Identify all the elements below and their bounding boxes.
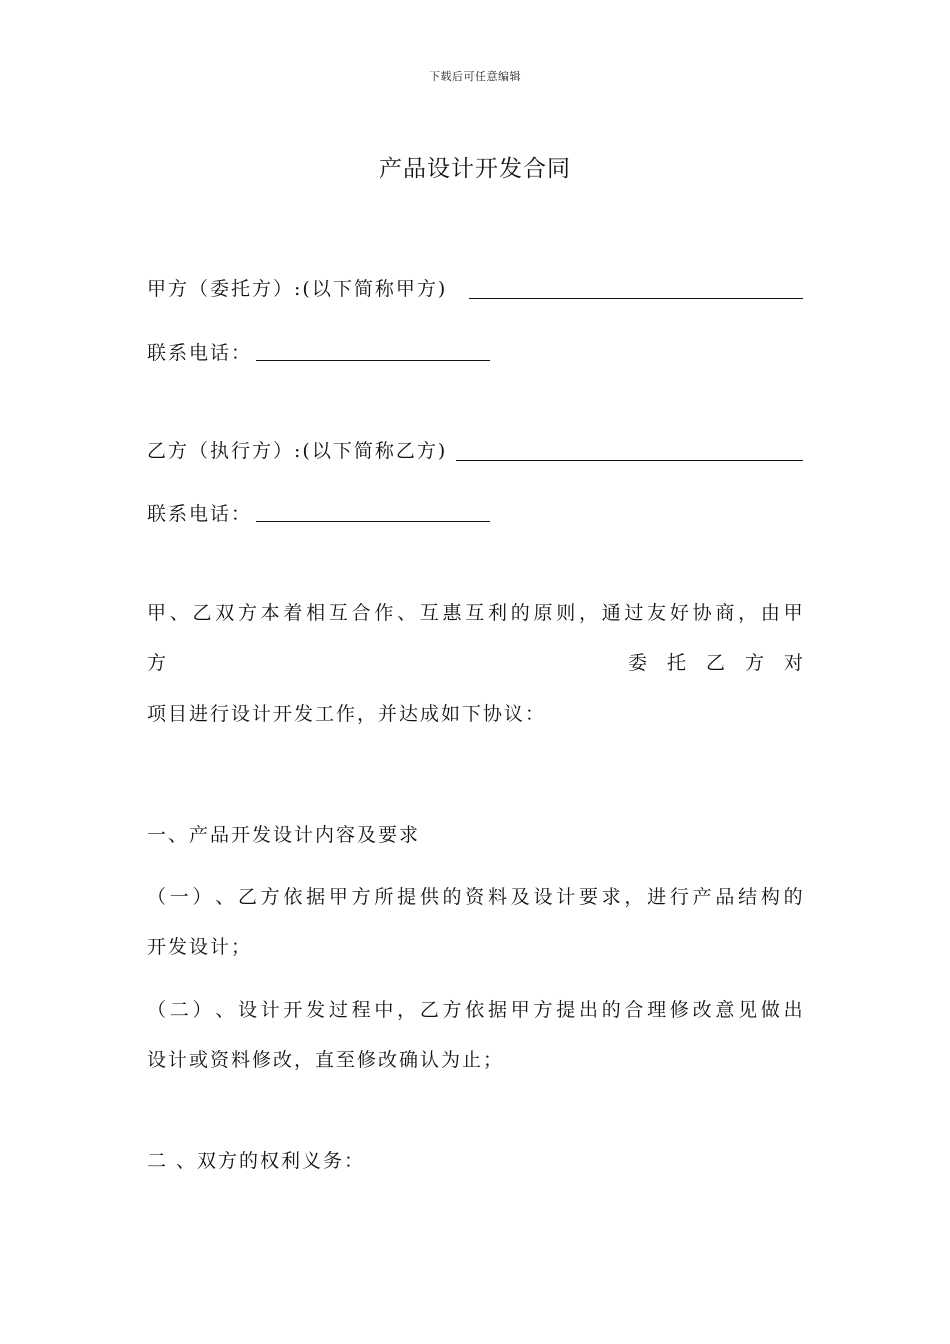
justified-char: 甲 bbox=[510, 999, 530, 1021]
justified-char: 中 bbox=[374, 999, 394, 1021]
section-1-item-1-line-1 bbox=[147, 885, 803, 909]
justified-char: 构 bbox=[760, 886, 780, 908]
justified-char: 料 bbox=[488, 886, 508, 908]
preamble-line-2-right bbox=[628, 651, 803, 675]
justified-char: 设 bbox=[533, 886, 553, 908]
justified-char: 互 bbox=[465, 602, 485, 624]
justified-char: 方 bbox=[533, 999, 553, 1021]
party-a-name-blank[interactable] bbox=[469, 298, 803, 299]
justified-char: （ bbox=[147, 886, 167, 908]
justified-char: 理 bbox=[647, 999, 667, 1021]
justified-char: ， bbox=[397, 999, 417, 1021]
justified-char: 甲 bbox=[783, 602, 803, 624]
justified-char: ） bbox=[192, 999, 212, 1021]
justified-char: ） bbox=[192, 886, 212, 908]
justified-char: 改 bbox=[692, 999, 712, 1021]
justified-char: 据 bbox=[306, 886, 326, 908]
justified-char: 相 bbox=[306, 602, 326, 624]
section-1-item-2-line-1 bbox=[147, 998, 803, 1022]
justified-char: （ bbox=[147, 999, 167, 1021]
justified-char: 方 bbox=[351, 886, 371, 908]
justified-char: 方 bbox=[260, 886, 280, 908]
justified-char: 所 bbox=[374, 886, 394, 908]
justified-char: 协 bbox=[692, 602, 712, 624]
justified-char: 本 bbox=[260, 602, 280, 624]
justified-char: 甲 bbox=[147, 602, 167, 624]
justified-char: 提 bbox=[556, 999, 576, 1021]
justified-char: 甲 bbox=[328, 886, 348, 908]
justified-char: ， bbox=[738, 602, 758, 624]
preamble-char: 委 bbox=[628, 652, 648, 674]
justified-char: 则 bbox=[556, 602, 576, 624]
party-a-phone-label: 联系电话： bbox=[147, 342, 253, 364]
justified-char: 产 bbox=[692, 886, 712, 908]
document-title: 产品设计开发合同 bbox=[379, 156, 571, 182]
justified-char: 及 bbox=[510, 886, 530, 908]
preamble-line-2-left: 方 bbox=[147, 652, 167, 674]
justified-char: 、 bbox=[215, 886, 235, 908]
justified-char: 合 bbox=[624, 999, 644, 1021]
preamble-char: 方 bbox=[744, 652, 764, 674]
justified-char: 原 bbox=[533, 602, 553, 624]
justified-char: 、 bbox=[169, 602, 189, 624]
justified-char: 品 bbox=[715, 886, 735, 908]
justified-char: 依 bbox=[465, 999, 485, 1021]
preamble-line-1 bbox=[147, 601, 803, 625]
justified-char: ， bbox=[624, 886, 644, 908]
justified-char: 发 bbox=[306, 999, 326, 1021]
justified-char: 过 bbox=[624, 602, 644, 624]
justified-char: 通 bbox=[601, 602, 621, 624]
section-1-item-2-line-2: 设计或资料修改，直至修改确认为止； bbox=[147, 1049, 505, 1071]
justified-char: 的 bbox=[601, 999, 621, 1021]
justified-char: 进 bbox=[647, 886, 667, 908]
justified-char: 乙 bbox=[192, 602, 212, 624]
justified-char: 乙 bbox=[237, 886, 257, 908]
justified-char: 双 bbox=[215, 602, 235, 624]
justified-char: 行 bbox=[669, 886, 689, 908]
justified-char: 求 bbox=[601, 886, 621, 908]
preamble-char: 乙 bbox=[705, 652, 725, 674]
justified-char: 见 bbox=[738, 999, 758, 1021]
party-a-phone-blank[interactable] bbox=[256, 360, 490, 361]
justified-char: 友 bbox=[647, 602, 667, 624]
justified-char: 一 bbox=[169, 886, 189, 908]
party-b-name-blank[interactable] bbox=[456, 460, 803, 461]
justified-char: 作 bbox=[374, 602, 394, 624]
justified-char: 计 bbox=[260, 999, 280, 1021]
justified-char: 的 bbox=[783, 886, 803, 908]
justified-char: 乙 bbox=[419, 999, 439, 1021]
justified-char: 的 bbox=[510, 602, 530, 624]
justified-char: 、 bbox=[215, 999, 235, 1021]
justified-char: 着 bbox=[283, 602, 303, 624]
preamble-char: 托 bbox=[666, 652, 686, 674]
justified-char: 结 bbox=[738, 886, 758, 908]
justified-char: 、 bbox=[397, 602, 417, 624]
justified-char: 过 bbox=[328, 999, 348, 1021]
justified-char: 意 bbox=[715, 999, 735, 1021]
party-b-phone-label: 联系电话： bbox=[147, 503, 253, 525]
justified-char: 惠 bbox=[442, 602, 462, 624]
justified-char: 互 bbox=[419, 602, 439, 624]
justified-char: 设 bbox=[237, 999, 257, 1021]
justified-char: 由 bbox=[760, 602, 780, 624]
justified-char: 程 bbox=[351, 999, 371, 1021]
justified-char: 供 bbox=[419, 886, 439, 908]
justified-char: 的 bbox=[442, 886, 462, 908]
justified-char: 据 bbox=[488, 999, 508, 1021]
justified-char: 出 bbox=[578, 999, 598, 1021]
justified-char: 合 bbox=[351, 602, 371, 624]
justified-char: 出 bbox=[783, 999, 803, 1021]
justified-char: 依 bbox=[283, 886, 303, 908]
party-b-label: 乙方（执行方）:(以下简称乙方) bbox=[147, 440, 448, 462]
section-1-item-1-line-2: 开发设计； bbox=[147, 936, 253, 958]
justified-char: 要 bbox=[578, 886, 598, 908]
justified-char: 做 bbox=[760, 999, 780, 1021]
justified-char: 互 bbox=[328, 602, 348, 624]
preamble-line-3: 项目进行设计开发工作，并达成如下协议： bbox=[147, 703, 547, 725]
preamble-char: 对 bbox=[783, 652, 803, 674]
justified-char: 方 bbox=[442, 999, 462, 1021]
justified-char: 开 bbox=[283, 999, 303, 1021]
justified-char: 利 bbox=[488, 602, 508, 624]
justified-char: 计 bbox=[556, 886, 576, 908]
justified-char: 方 bbox=[237, 602, 257, 624]
justified-char: 提 bbox=[397, 886, 417, 908]
justified-char: 好 bbox=[669, 602, 689, 624]
justified-char: ， bbox=[578, 602, 598, 624]
justified-char: 资 bbox=[465, 886, 485, 908]
party-a-label: 甲方（委托方）:(以下简称甲方) bbox=[147, 278, 448, 300]
justified-char: 商 bbox=[715, 602, 735, 624]
header-note: 下载后可任意编辑 bbox=[429, 70, 521, 83]
justified-char: 修 bbox=[669, 999, 689, 1021]
section-2-heading: 二 、双方的权利义务： bbox=[147, 1150, 366, 1172]
party-b-phone-blank[interactable] bbox=[256, 521, 490, 522]
section-1-heading: 一、产品开发设计内容及要求 bbox=[147, 824, 421, 846]
justified-char: 二 bbox=[169, 999, 189, 1021]
